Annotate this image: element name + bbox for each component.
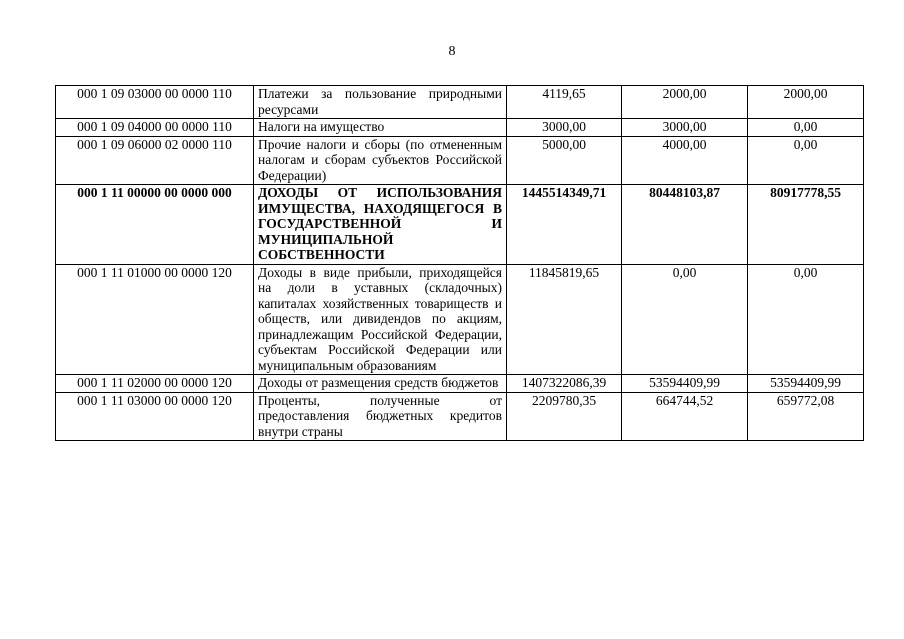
revenue-name-cell: Налоги на имущество xyxy=(254,119,507,137)
amount-year-3-cell: 0,00 xyxy=(748,264,864,375)
amount-year-2-cell: 53594409,99 xyxy=(622,375,748,393)
revenue-code-cell: 000 1 11 02000 00 0000 120 xyxy=(56,375,254,393)
budget-revenue-table xyxy=(55,85,864,441)
amount-year-3-cell: 659772,08 xyxy=(748,392,864,441)
revenue-name-cell: Прочие налоги и сборы (по отмененным налогам и сборам субъектов Российской Федерации) xyxy=(254,136,507,185)
amount-year-1-cell: 11845819,65 xyxy=(507,264,622,375)
amount-year-3-cell: 53594409,99 xyxy=(748,375,864,393)
amount-year-2-cell: 80448103,87 xyxy=(622,185,748,265)
amount-year-3-cell: 2000,00 xyxy=(748,86,864,119)
table-row xyxy=(56,375,864,393)
revenue-name-cell: ДОХОДЫ ОТ ИСПОЛЬЗОВАНИЯ ИМУЩЕСТВА, НАХОДЯЩЕГОСЯ В ГОСУДАРСТВЕННОЙ И МУНИЦИПАЛЬНОЙ СОБСТВЕННОСТИ xyxy=(254,185,507,265)
amount-year-1-cell: 5000,00 xyxy=(507,136,622,185)
table-row xyxy=(56,264,864,375)
revenue-code-cell: 000 1 09 04000 00 0000 110 xyxy=(56,119,254,137)
revenue-name-cell: Платежи за пользование природными ресурсами xyxy=(254,86,507,119)
amount-year-3-cell: 0,00 xyxy=(748,119,864,137)
amount-year-2-cell: 0,00 xyxy=(622,264,748,375)
amount-year-2-cell: 3000,00 xyxy=(622,119,748,137)
revenue-name-cell: Проценты, полученные от предоставления бюджетных кредитов внутри страны xyxy=(254,392,507,441)
amount-year-3-cell: 0,00 xyxy=(748,136,864,185)
revenue-name-cell: Доходы от размещения средств бюджетов xyxy=(254,375,507,393)
revenue-code-cell: 000 1 09 03000 00 0000 110 xyxy=(56,86,254,119)
amount-year-1-cell: 4119,65 xyxy=(507,86,622,119)
amount-year-2-cell: 4000,00 xyxy=(622,136,748,185)
table-row xyxy=(56,392,864,441)
amount-year-2-cell: 664744,52 xyxy=(622,392,748,441)
amount-year-1-cell: 3000,00 xyxy=(507,119,622,137)
amount-year-2-cell: 2000,00 xyxy=(622,86,748,119)
revenue-name-cell: Доходы в виде прибыли, приходящейся на доли в уставных (складочных) капиталах хозяйственных товариществ и обществ, или дивидендов по акциям, принадлежащим Российской Федерации, субъектам Российской Федерации или муниципальным образованиям xyxy=(254,264,507,375)
amount-year-1-cell: 1407322086,39 xyxy=(507,375,622,393)
amount-year-1-cell: 2209780,35 xyxy=(507,392,622,441)
page-number: 8 xyxy=(448,44,456,59)
table-row xyxy=(56,136,864,185)
revenue-code-cell: 000 1 11 03000 00 0000 120 xyxy=(56,392,254,441)
amount-year-3-cell: 80917778,55 xyxy=(748,185,864,265)
table-row xyxy=(56,119,864,137)
revenue-code-cell: 000 1 09 06000 02 0000 110 xyxy=(56,136,254,185)
table-row xyxy=(56,86,864,119)
amount-year-1-cell: 1445514349,71 xyxy=(507,185,622,265)
table-row xyxy=(56,185,864,265)
revenue-code-cell: 000 1 11 00000 00 0000 000 xyxy=(56,185,254,265)
revenue-code-cell: 000 1 11 01000 00 0000 120 xyxy=(56,264,254,375)
